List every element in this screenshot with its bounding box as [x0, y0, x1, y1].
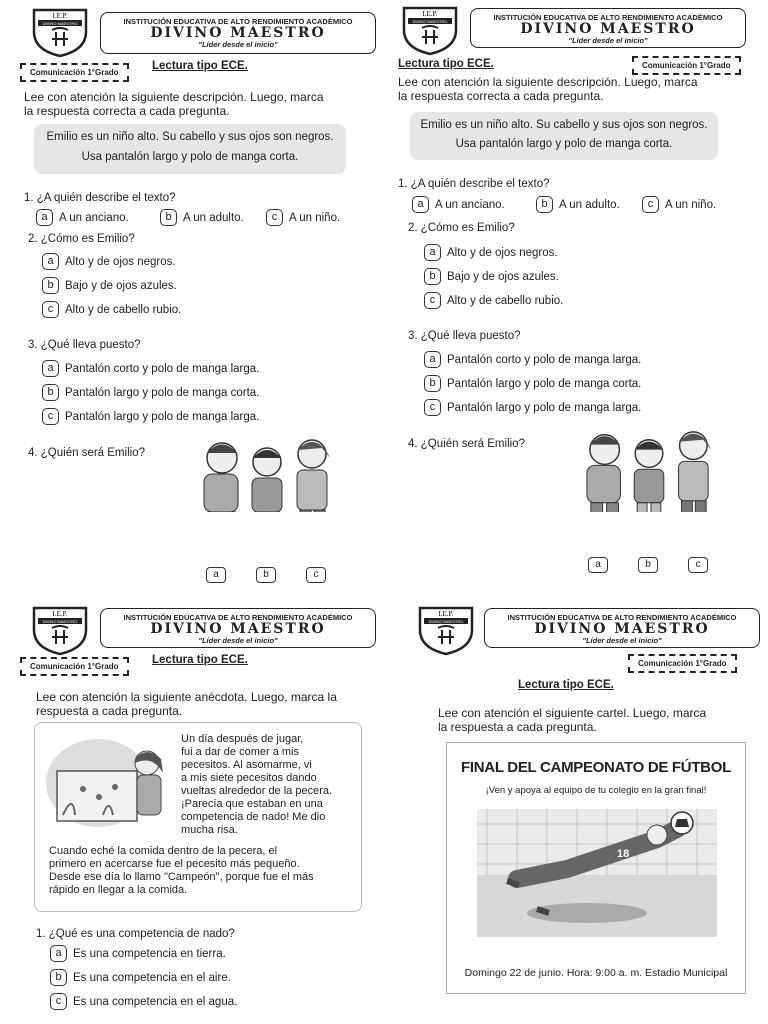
grade-tag: Comunicación 1°Grado [632, 56, 741, 75]
school-seal-icon [30, 604, 90, 656]
q1-option-c[interactable] [266, 209, 340, 226]
child-b-figure [252, 448, 282, 512]
q2-option-a[interactable] [42, 253, 176, 270]
option-bubble[interactable]: c [642, 196, 659, 213]
option-text: Es una competencia en tierra. [73, 947, 226, 960]
option-text: Es una competencia en el agua. [73, 995, 238, 1008]
instructions [398, 75, 698, 103]
child-label-a[interactable]: a [588, 557, 608, 573]
reading-title: Lectura tipo ECE. [152, 654, 248, 666]
child-label-b[interactable]: b [638, 557, 658, 573]
instructions-line2: la respuesta correcta a cada pregunta. [24, 104, 230, 118]
question-2: 2. ¿Cómo es Emilio? [408, 222, 515, 234]
story-line: mucha risa. [181, 824, 238, 836]
q2-option-b[interactable] [42, 277, 177, 294]
child-c-figure [297, 440, 330, 512]
q1-option-c[interactable] [642, 196, 716, 213]
worksheet-bottom-left [0, 600, 384, 1024]
seal-top-text: I.E.P. [52, 12, 68, 20]
option-text: Bajo y de ojos azules. [447, 270, 559, 283]
school-header [484, 608, 760, 648]
child-label-a[interactable]: a [206, 567, 226, 583]
option-text: Bajo y de ojos azules. [65, 279, 177, 292]
option-bubble[interactable]: a [50, 945, 67, 962]
poster [446, 742, 746, 994]
poster-title: FINAL DEL CAMPEONATO DE FÚTBOL [461, 759, 731, 776]
question-1: 1. ¿Qué es una competencia de nado? [36, 928, 235, 940]
seal-top-text: I.E.P. [422, 10, 438, 18]
option-bubble[interactable]: b [42, 384, 59, 401]
child-c-figure [679, 432, 712, 512]
q3-option-a[interactable] [424, 351, 641, 368]
worksheet-bottom-right [384, 600, 768, 1024]
school-header [100, 12, 376, 54]
story-line: competencia de nado! Me dio [181, 811, 326, 823]
option-text: Pantalón largo y polo de manga corta. [447, 377, 642, 390]
q3-option-c[interactable] [424, 399, 641, 416]
option-text: A un anciano. [59, 211, 129, 224]
story-line: pecesitos. Al asomarme, vi [181, 759, 312, 771]
story-line: vueltas alrededor de la pecera. [181, 785, 333, 797]
story-line: ¡Parecía que estaban en una [181, 798, 323, 810]
grade-tag: Comunicación 1°Grado [20, 63, 129, 82]
option-text: Pantalón largo y polo de manga larga. [65, 410, 260, 423]
story-box [34, 722, 362, 912]
option-bubble[interactable]: a [36, 209, 53, 226]
option-bubble[interactable]: b [50, 969, 67, 986]
option-bubble[interactable]: b [424, 375, 441, 392]
school-seal-icon [30, 6, 90, 58]
option-text: Pantalón largo y polo de manga corta. [65, 386, 260, 399]
grade-tag: Comunicación 1°Grado [20, 657, 129, 676]
option-bubble[interactable]: c [266, 209, 283, 226]
q1-option-b[interactable] [50, 969, 231, 986]
option-bubble[interactable]: b [42, 277, 59, 294]
q1-option-c[interactable] [50, 993, 237, 1010]
description-line2: Usa pantalón largo y polo de manga corta. [81, 151, 299, 163]
q3-option-b[interactable] [424, 375, 641, 392]
option-bubble[interactable]: c [424, 292, 441, 309]
option-text: Pantalón corto y polo de manga larga. [65, 362, 260, 375]
option-text: Alto y de cabello rubio. [65, 303, 182, 316]
q1-option-a[interactable] [50, 945, 226, 962]
description-line1: Emilio es un niño alto. Su cabello y sus ojos son negros. [46, 131, 334, 143]
q2-option-b[interactable] [424, 268, 559, 285]
option-bubble[interactable]: a [424, 351, 441, 368]
option-text: Alto y de ojos negros. [65, 255, 176, 268]
question-1: 1. ¿A quién describe el texto? [398, 178, 550, 190]
fish-tank-illustration [43, 733, 173, 833]
reading-title: Lectura tipo ECE. [398, 58, 494, 70]
story-line: rápido en llegar a la comida. [49, 884, 188, 896]
question-4: 4. ¿Quién será Emilio? [408, 438, 525, 450]
seal-band-text: DIVINO MAESTRO [42, 21, 78, 26]
story-line: Desde ese día lo llamo "Campeón", porque fue el más [49, 871, 314, 883]
story-line: Un día después de jugar, [181, 733, 304, 745]
q2-option-c[interactable] [424, 292, 563, 309]
q3-option-a[interactable] [42, 360, 259, 377]
story-line: a mis siete pecesitos dando [181, 772, 317, 784]
question-3: 3. ¿Qué lleva puesto? [408, 330, 521, 342]
worksheet-top-right [384, 0, 768, 512]
seal-top-text: I.E.P. [52, 610, 68, 618]
instructions [438, 706, 706, 734]
option-bubble[interactable]: c [50, 993, 67, 1010]
child-a-figure [587, 435, 621, 512]
description-line2: Usa pantalón largo y polo de manga corta. [455, 138, 673, 150]
header-line1: INSTITUCIÓN EDUCATIVA DE ALTO RENDIMIENTO ACADÉMICO [493, 13, 723, 22]
child-b-figure [634, 440, 664, 512]
option-text: A un adulto. [559, 198, 620, 211]
option-bubble[interactable]: b [160, 209, 177, 226]
option-bubble[interactable]: b [424, 268, 441, 285]
grade-tag: Comunicación 1°Grado [628, 654, 737, 673]
option-text: A un niño. [665, 198, 717, 211]
instructions-line1: Lee con atención la siguiente descripción. Luego, marca [24, 90, 324, 104]
q1-option-b[interactable] [536, 196, 620, 213]
seal-band-text: DIVINO MAESTRO [412, 19, 448, 24]
option-bubble[interactable]: a [412, 196, 429, 213]
option-text: Es una competencia en el aire. [73, 971, 231, 984]
q3-option-c[interactable] [42, 408, 259, 425]
option-bubble[interactable]: b [536, 196, 553, 213]
story-line: fui a dar de comer a mis [181, 746, 299, 758]
story-paragraph-1 [181, 733, 332, 837]
child-label-b[interactable]: b [256, 567, 276, 583]
children-illustration [564, 420, 734, 512]
jersey-number: 18 [617, 848, 630, 860]
school-header [100, 608, 376, 648]
school-seal-icon [400, 4, 460, 56]
option-text: Pantalón corto y polo de manga larga. [447, 353, 642, 366]
q2-option-c[interactable] [42, 301, 181, 318]
header-motto: "Líder desde el inicio" [198, 40, 278, 49]
option-text: A un anciano. [435, 198, 505, 211]
option-text: Alto y de cabello rubio. [447, 294, 564, 307]
poster-subtitle: ¡Ven y apoya al equipo de tu colegio en la gran final! [485, 785, 707, 796]
school-header [470, 8, 746, 48]
story-line: primero en acercarse fue el pecesito más pequeño. [49, 858, 300, 870]
header-line2: DIVINO MAESTRO [150, 621, 326, 637]
seal-top-text: I.E.P. [438, 610, 454, 618]
option-text: Alto y de ojos negros. [447, 246, 558, 259]
q1-option-a[interactable] [412, 196, 505, 213]
header-line1: INSTITUCIÓN EDUCATIVA DE ALTO RENDIMIENTO ACADÉMICO [123, 613, 353, 622]
option-bubble[interactable]: a [42, 253, 59, 270]
school-seal-icon [416, 604, 476, 656]
goalkeeper-illustration [477, 809, 717, 937]
reading-title: Lectura tipo ECE. [518, 679, 614, 691]
option-text: A un adulto. [183, 211, 244, 224]
instructions [24, 90, 324, 118]
q1-option-a[interactable] [36, 209, 129, 226]
header-motto: "Líder desde el inicio" [582, 636, 662, 645]
description-line1: Emilio es un niño alto. Su cabello y sus ojos son negros. [420, 119, 708, 131]
reading-title: Lectura tipo ECE. [152, 60, 248, 72]
story-paragraph-2 [49, 845, 314, 897]
story-line: Cuando eché la comida dentro de la pecera, el [49, 845, 278, 857]
q3-option-b[interactable] [42, 384, 259, 401]
instructions-line1: Lee con atención la siguiente anécdota. Luego, marca la [36, 690, 337, 704]
option-bubble[interactable]: a [424, 244, 441, 261]
child-label-c[interactable]: c [306, 567, 326, 583]
instructions-line2: respuesta a cada pregunta. [36, 704, 183, 718]
header-line1: INSTITUCIÓN EDUCATIVA DE ALTO RENDIMIENTO ACADÉMICO [123, 17, 353, 26]
child-a-figure [204, 443, 238, 512]
option-bubble[interactable]: c [42, 408, 59, 425]
header-motto: "Líder desde el inicio" [198, 636, 278, 645]
question-2: 2. ¿Cómo es Emilio? [28, 233, 135, 245]
children-illustration [182, 428, 352, 512]
instructions-line1: Lee con atención el siguiente cartel. Luego, marca [438, 706, 707, 720]
q2-option-a[interactable] [424, 244, 558, 261]
instructions-line2: la respuesta a cada pregunta. [438, 720, 597, 734]
q1-option-b[interactable] [160, 209, 244, 226]
header-line1: INSTITUCIÓN EDUCATIVA DE ALTO RENDIMIENTO ACADÉMICO [507, 613, 737, 622]
question-1: 1. ¿A quién describe el texto? [24, 192, 176, 204]
option-text: Pantalón largo y polo de manga larga. [447, 401, 642, 414]
header-line2: DIVINO MAESTRO [150, 25, 326, 41]
header-line2: DIVINO MAESTRO [520, 21, 696, 37]
seal-band-text: DIVINO MAESTRO [428, 619, 464, 624]
option-bubble[interactable]: a [42, 360, 59, 377]
child-label-c[interactable]: c [688, 557, 708, 573]
instructions-line1: Lee con atención la siguiente descripción. Luego, marca [398, 75, 698, 89]
instructions-line2: la respuesta correcta a cada pregunta. [398, 89, 604, 103]
instructions [36, 690, 337, 718]
option-bubble[interactable]: c [424, 399, 441, 416]
option-bubble[interactable]: c [42, 301, 59, 318]
seal-band-text: DIVINO MAESTRO [42, 619, 78, 624]
header-motto: "Líder desde el inicio" [568, 36, 648, 45]
option-text: A un niño. [289, 211, 341, 224]
worksheet-top-left [0, 0, 384, 512]
question-3: 3. ¿Qué lleva puesto? [28, 339, 141, 351]
poster-footer: Domingo 22 de junio. Hora: 9:00 a. m. Estadio Municipal [464, 967, 728, 979]
question-4: 4. ¿Quién será Emilio? [28, 447, 145, 459]
description-box [34, 124, 346, 174]
description-box [410, 112, 718, 160]
header-line2: DIVINO MAESTRO [534, 621, 710, 637]
